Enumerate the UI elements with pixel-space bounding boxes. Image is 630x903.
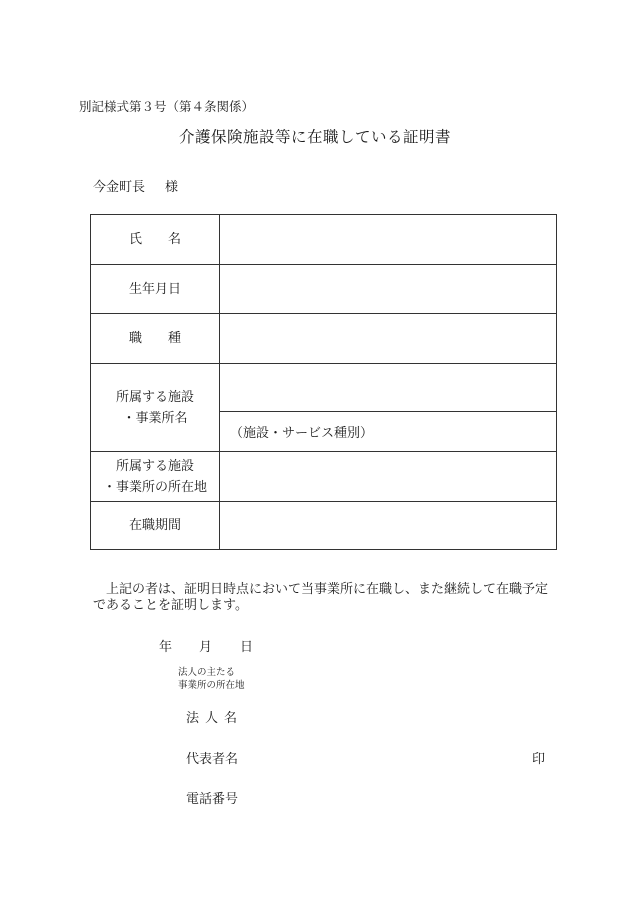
employment-period-field[interactable] [220, 502, 557, 550]
addressee-name: 今金町長 [93, 180, 146, 195]
row-address [91, 452, 557, 502]
certification-statement: 上記の者は、証明日時点において当事業所に在職し、また継続して在職予定であることを証明します。 [93, 582, 549, 613]
name-label: 氏 名 [91, 215, 220, 265]
facility-address-label [91, 452, 220, 502]
hq-label-line1: 法人の主たる [178, 667, 236, 678]
row-name [91, 215, 557, 265]
facility-label-line2: ・事業所名 [122, 410, 188, 426]
address-label-line2: ・事業所の所在地 [102, 479, 207, 495]
seal-mark: 印 [532, 752, 546, 767]
addressee [93, 176, 178, 195]
hq-label-line2: 事業所の所在地 [178, 680, 245, 691]
job-type-label: 職 種 [91, 314, 220, 364]
addressee-honorific: 様 [165, 180, 179, 195]
address-label-line1: 所属する施設 [115, 458, 194, 474]
facility-label-line1: 所属する施設 [115, 389, 194, 405]
phone-number-label: 電話番号 [186, 792, 239, 807]
facility-address-field[interactable] [220, 452, 557, 502]
date-month: 月 [199, 640, 213, 655]
form-number: 別記様式第３号（第４条関係） [79, 99, 255, 114]
certificate-table [90, 214, 557, 550]
row-birthdate [91, 265, 557, 314]
name-field[interactable] [220, 215, 557, 265]
document-title: 介護保険施設等に在職している証明書 [178, 128, 451, 146]
row-job [91, 314, 557, 364]
hq-address-label [178, 666, 245, 692]
birthdate-label: 生年月日 [91, 265, 220, 314]
facility-type-field[interactable]: （施設・サービス種別） [220, 412, 557, 452]
row-period [91, 502, 557, 550]
date-year: 年 [159, 640, 173, 655]
job-type-field[interactable] [220, 314, 557, 364]
facility-name-label [91, 364, 220, 452]
representative-name-label: 代表者名 [186, 752, 239, 767]
birthdate-field[interactable] [220, 265, 557, 314]
certification-date [159, 636, 253, 655]
date-day: 日 [240, 640, 254, 655]
employment-period-label: 在職期間 [91, 502, 220, 550]
row-facility [91, 364, 557, 412]
corporation-name-label: 法人名 [186, 711, 244, 726]
facility-name-field[interactable] [220, 364, 557, 412]
